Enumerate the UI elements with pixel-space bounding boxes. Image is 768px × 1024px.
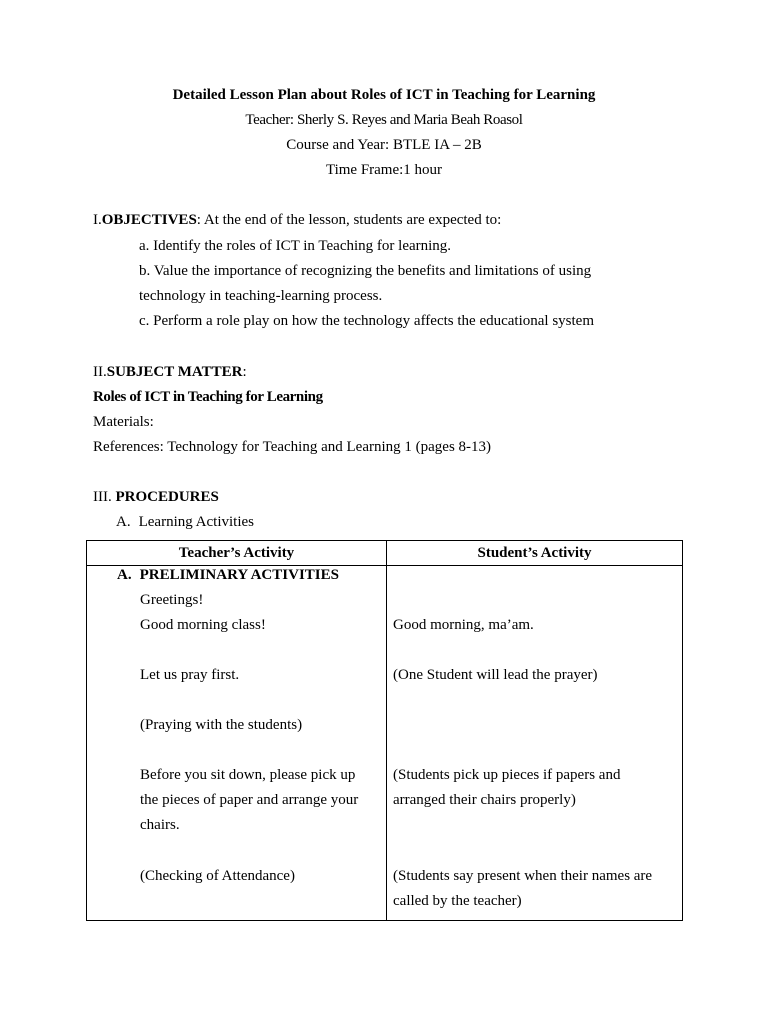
teacher-line: Let us pray first.: [140, 667, 240, 683]
teacher-activity-cell: [87, 566, 387, 921]
objective-item: b. Value the importance of recognizing the benefits and limitations of using: [139, 263, 592, 279]
objectives-intro: : At the end of the lesson, students are expected to:: [196, 212, 502, 228]
procedures-numeral: III.: [93, 489, 112, 505]
table-row: [87, 566, 683, 921]
student-line: (One Student will lead the prayer): [393, 667, 598, 683]
objectives-heading: [93, 212, 501, 229]
teacher-line: Good morning class!: [140, 617, 266, 633]
materials-line: Materials:: [93, 414, 154, 430]
references-line: References: Technology for Teaching and Learning 1 (pages 8-13): [93, 439, 492, 455]
subject-matter-heading: [93, 364, 247, 381]
procedures-heading: [93, 489, 219, 506]
objectives-numeral: I.: [93, 212, 102, 228]
subject-topic: Roles of ICT in Teaching for Learning: [93, 389, 323, 405]
table-header-row: [87, 541, 683, 566]
subject-matter-numeral: II.: [93, 364, 107, 380]
teacher-line: chairs.: [140, 817, 180, 833]
subject-matter-colon: :: [242, 364, 247, 380]
section-letter: A.: [117, 567, 132, 583]
subject-matter-label: SUBJECT MATTER: [106, 364, 243, 380]
student-line: called by the teacher): [393, 893, 522, 909]
course-line: Course and Year: BTLE IA – 2B: [286, 137, 482, 153]
learning-activities-label: Learning Activities: [138, 514, 254, 530]
teacher-line: Teacher: Sherly S. Reyes and Maria Beah Roasol: [245, 112, 523, 128]
teacher-line: the pieces of paper and arrange your: [140, 792, 359, 808]
teacher-line: (Praying with the students): [140, 717, 303, 733]
objectives-label: OBJECTIVES: [101, 212, 197, 228]
teacher-activity-header: Teacher’s Activity: [87, 541, 387, 566]
student-line: arranged their chairs properly): [393, 792, 576, 808]
teacher-line: Before you sit down, please pick up: [140, 767, 356, 783]
student-line: (Students pick up pieces if papers and: [393, 767, 621, 783]
learning-activities-letter: A.: [116, 514, 131, 530]
teacher-line: (Checking of Attendance): [140, 868, 295, 884]
student-activity-header: Student’s Activity: [387, 541, 683, 566]
student-line: Good morning, ma’am.: [393, 617, 534, 633]
student-line: (Students say present when their names are: [393, 868, 653, 884]
objective-item: technology in teaching-learning process.: [139, 288, 383, 304]
objective-item: c. Perform a role play on how the technology affects the educational system: [139, 313, 594, 329]
preliminary-activities-heading: [117, 567, 339, 584]
objective-item: a. Identify the roles of ICT in Teaching for learning.: [139, 238, 452, 254]
document-title: Detailed Lesson Plan about Roles of ICT in Teaching for Learning: [172, 87, 596, 103]
section-title: PRELIMINARY ACTIVITIES: [139, 567, 339, 583]
teacher-line: Greetings!: [140, 592, 204, 608]
time-frame-line: Time Frame:1 hour: [325, 162, 443, 178]
activities-table: [86, 540, 683, 921]
student-activity-cell: [387, 566, 683, 921]
learning-activities-subheading: [116, 514, 254, 531]
procedures-label: PROCEDURES: [115, 489, 219, 505]
